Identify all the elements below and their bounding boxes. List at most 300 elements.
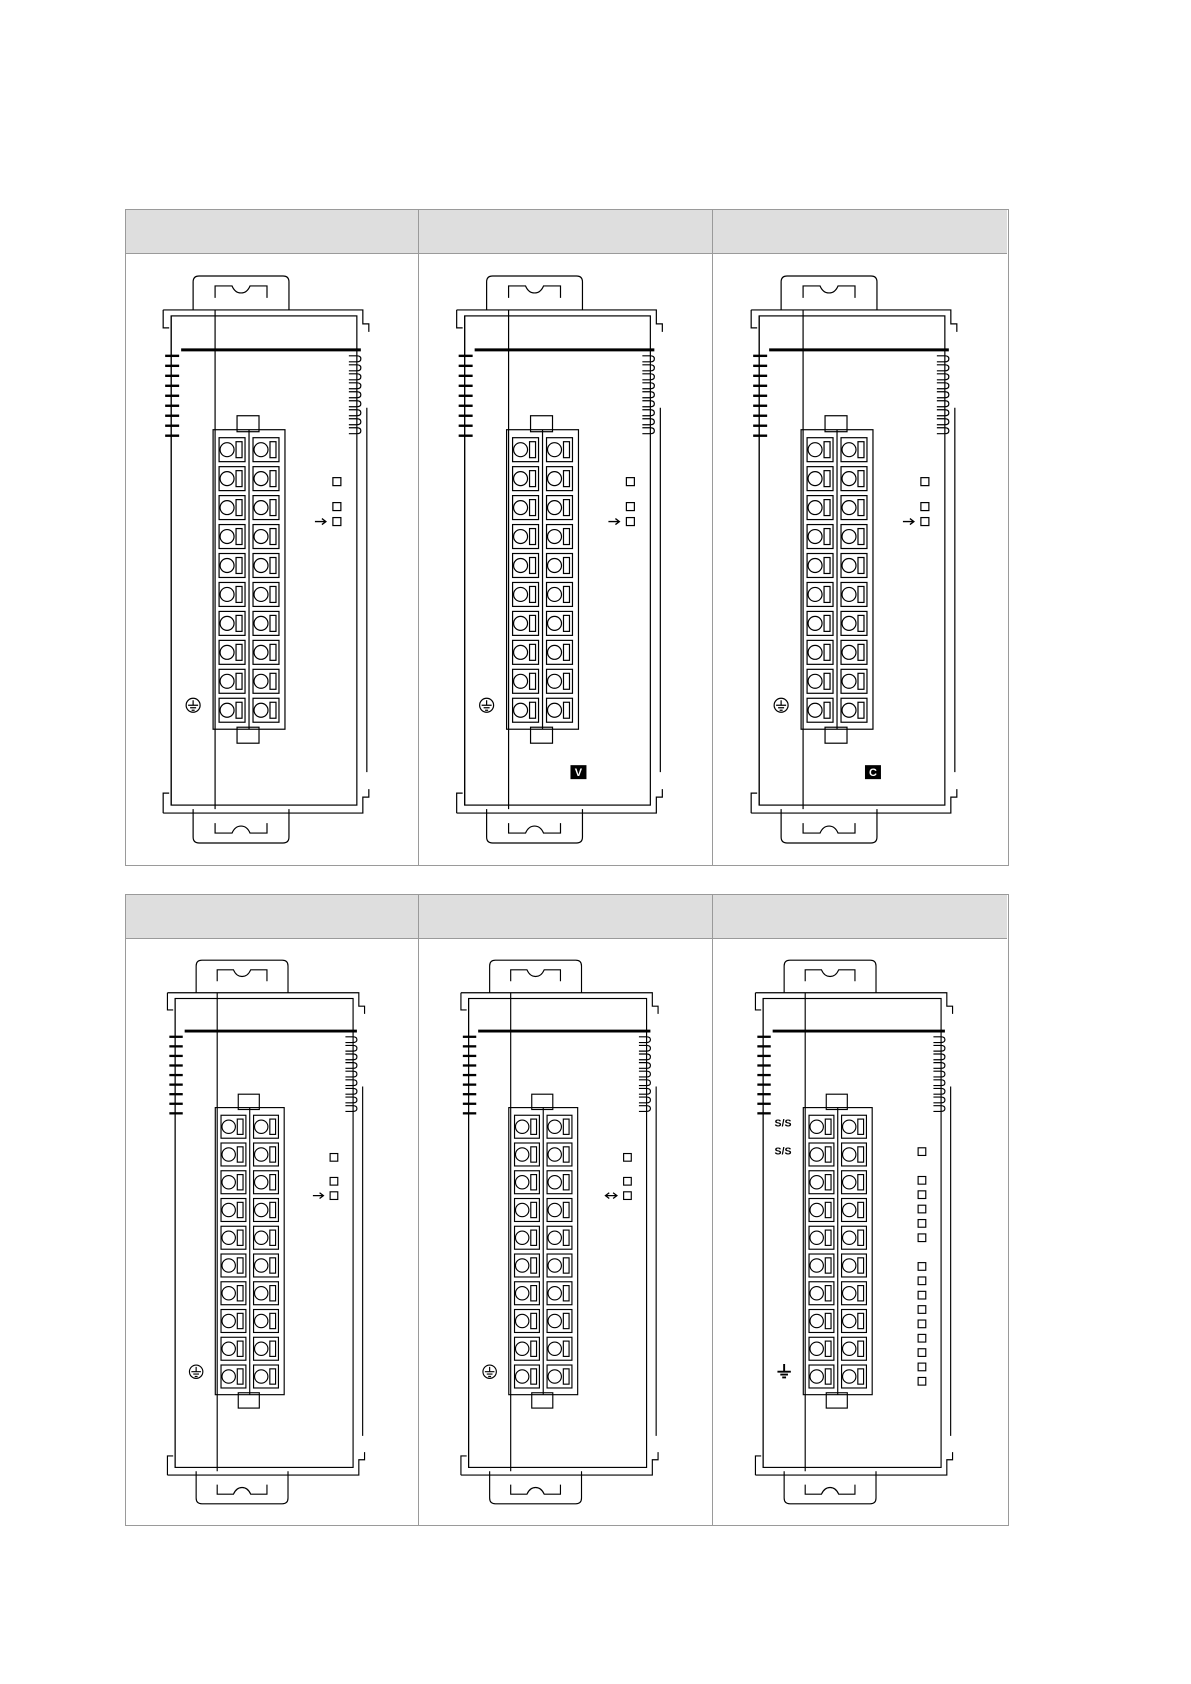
top-clip-slot <box>803 286 855 298</box>
terminal-screw <box>548 530 562 544</box>
vent-fin <box>345 1037 356 1043</box>
terminal-screw <box>222 1176 235 1189</box>
indicator-led <box>921 518 929 526</box>
indicator-led <box>333 478 341 486</box>
terminal-screw <box>808 472 822 486</box>
terminal-screw <box>548 1370 561 1383</box>
indicator-led <box>918 1205 926 1213</box>
terminal-clamp <box>563 1147 569 1162</box>
terminal-screw <box>254 559 268 573</box>
vent-fin <box>642 356 654 362</box>
terminal-clamp <box>236 558 242 574</box>
terminal-clamp <box>563 442 569 458</box>
indicator-led <box>626 478 634 486</box>
terminal-clamp <box>858 529 864 545</box>
terminal-screw <box>842 501 856 515</box>
terminal-screw <box>548 703 562 717</box>
terminal-clamp <box>270 1341 276 1356</box>
indicator-led <box>624 1177 632 1185</box>
terminal-clamp <box>858 1341 864 1356</box>
vent-fin <box>933 1054 944 1060</box>
terminal-clamp <box>858 1202 864 1217</box>
terminal-screw <box>220 587 234 601</box>
terminal-clamp <box>236 529 242 545</box>
indicator-led <box>918 1349 926 1357</box>
vent-fin <box>639 1054 650 1060</box>
terminal-clamp <box>858 1286 864 1301</box>
terminal-screw <box>254 674 268 688</box>
terminal-screw <box>220 645 234 659</box>
terminal-clamp <box>237 1369 243 1384</box>
terminal-clamp <box>825 1313 831 1328</box>
terminal-clamp <box>270 558 276 574</box>
terminal-clamp <box>270 1369 276 1384</box>
terminal-screw <box>255 1148 268 1161</box>
terminal-clamp <box>530 558 536 574</box>
terminal-screw <box>222 1370 235 1383</box>
terminal-clamp <box>530 529 536 545</box>
vent-fin <box>933 1063 944 1069</box>
terminal-clamp <box>531 1119 537 1134</box>
terminal-screw <box>843 1231 856 1244</box>
terminal-clamp <box>563 1258 569 1273</box>
terminal-clamp <box>236 644 242 660</box>
module-drawing-svg <box>713 939 1007 1525</box>
vent-fin <box>349 383 361 389</box>
vent-fin <box>639 1071 650 1077</box>
terminal-screw <box>842 616 856 630</box>
terminal-clamp <box>270 1119 276 1134</box>
terminal-clamp <box>563 1175 569 1190</box>
terminal-clamp <box>236 673 242 689</box>
terminal-screw <box>808 501 822 515</box>
terminal-clamp <box>563 644 569 660</box>
terminal-screw <box>843 1120 856 1133</box>
module-drawing-cell <box>713 254 1007 865</box>
indicator-led <box>918 1176 926 1184</box>
terminal-clamp <box>270 1147 276 1162</box>
terminal-screw <box>222 1231 235 1244</box>
terminal-screw <box>254 703 268 717</box>
terminal-clamp <box>270 1286 276 1301</box>
terminal-clamp <box>531 1341 537 1356</box>
vent-fin <box>345 1106 356 1112</box>
terminal-screw <box>548 616 562 630</box>
vent-fin <box>937 374 949 380</box>
terminal-clamp <box>858 558 864 574</box>
indicator-led <box>330 1192 338 1200</box>
terminal-screw <box>514 501 528 515</box>
terminal-clamp <box>563 558 569 574</box>
module-drawing-cell <box>713 939 1007 1525</box>
terminal-clamp <box>563 1202 569 1217</box>
vent-fin <box>937 419 949 425</box>
terminal-screw <box>843 1203 856 1216</box>
vent-fin <box>349 365 361 371</box>
earth-ground-icon-lines <box>188 700 198 710</box>
terminal-clamp <box>824 500 830 516</box>
terminal-screw <box>810 1259 823 1272</box>
terminal-screw <box>808 703 822 717</box>
terminal-screw <box>810 1314 823 1327</box>
terminal-screw <box>255 1342 268 1355</box>
terminal-clamp <box>531 1175 537 1190</box>
vent-fin <box>349 410 361 416</box>
terminal-clamp <box>270 1258 276 1273</box>
terminal-screw <box>220 501 234 515</box>
terminal-block <box>213 416 285 743</box>
earth-ground-icon-lines <box>776 700 786 710</box>
terminal-clamp <box>270 702 276 718</box>
terminal-screw <box>842 559 856 573</box>
terminal-clamp <box>236 615 242 631</box>
housing-front <box>175 999 353 1468</box>
indicator-led <box>626 518 634 526</box>
terminal-clamp <box>563 471 569 487</box>
terminal-clamp <box>858 500 864 516</box>
terminal-clamp <box>825 1341 831 1356</box>
vent-fin <box>642 374 654 380</box>
terminal-screw <box>515 1370 528 1383</box>
terminal-clamp <box>858 615 864 631</box>
indicator-led <box>330 1177 338 1185</box>
terminal-clamp <box>563 702 569 718</box>
terminal-screw <box>548 1148 561 1161</box>
indicator-led <box>918 1306 926 1314</box>
terminal-clamp <box>270 615 276 631</box>
terminal-clamp <box>530 471 536 487</box>
terminal-screw <box>843 1259 856 1272</box>
terminal-screw <box>843 1370 856 1383</box>
bottom-clip-slot <box>805 1485 855 1495</box>
indicator-led <box>918 1377 926 1385</box>
vent-fin <box>933 1071 944 1077</box>
housing-front <box>171 316 357 805</box>
terminal-clamp <box>530 615 536 631</box>
terminal-screw <box>548 645 562 659</box>
terminal-block <box>507 416 579 743</box>
terminal-screw <box>842 587 856 601</box>
terminal-clamp <box>824 673 830 689</box>
terminal-screw <box>514 587 528 601</box>
terminal-screw <box>222 1287 235 1300</box>
terminal-screw <box>808 616 822 630</box>
terminal-clamp <box>270 586 276 602</box>
terminal-clamp <box>858 1230 864 1245</box>
top-clip-slot <box>509 286 561 298</box>
terminal-block <box>509 1094 578 1408</box>
terminal-clamp <box>237 1313 243 1328</box>
terminal-clamp <box>270 442 276 458</box>
terminal-clamp <box>563 586 569 602</box>
earth-ground-icon <box>483 1365 496 1378</box>
arrow-bidirectional-icon <box>605 1193 616 1199</box>
terminal-screw <box>222 1148 235 1161</box>
vent-fin <box>345 1071 356 1077</box>
module-drawing-cell <box>419 254 713 865</box>
terminal-clamp <box>824 702 830 718</box>
terminal-screw <box>514 472 528 486</box>
terminal-screw <box>810 1287 823 1300</box>
vent-fin <box>933 1097 944 1103</box>
terminal-clamp <box>858 702 864 718</box>
terminal-screw <box>548 472 562 486</box>
vent-fin <box>639 1080 650 1086</box>
terminal-clamp <box>236 471 242 487</box>
module-drawing <box>461 960 658 1504</box>
terminal-clamp <box>236 500 242 516</box>
module-table-1 <box>125 209 1009 866</box>
terminal-clamp <box>563 529 569 545</box>
indicator-led <box>918 1363 926 1371</box>
earth-ground-icon <box>774 698 788 712</box>
terminal-clamp <box>824 529 830 545</box>
indicator-led <box>918 1291 926 1299</box>
module-drawing <box>167 960 364 1504</box>
bottom-clip-slot <box>509 823 561 833</box>
arrow-right-icon <box>608 519 619 525</box>
terminal-screw <box>842 530 856 544</box>
terminal-screw <box>255 1370 268 1383</box>
indicator-led <box>918 1334 926 1342</box>
terminal-clamp <box>563 1313 569 1328</box>
terminal-screw <box>220 559 234 573</box>
terminal-clamp <box>858 1369 864 1384</box>
terminal-clamp <box>530 702 536 718</box>
terminal-label: S/S <box>774 1117 792 1130</box>
terminal-screw <box>808 559 822 573</box>
terminal-screw <box>254 645 268 659</box>
table-2-header-2 <box>419 895 713 939</box>
terminal-screw <box>220 472 234 486</box>
top-clip-slot <box>215 286 267 298</box>
terminal-clamp <box>825 1147 831 1162</box>
bottom-clip-slot <box>215 823 267 833</box>
vent-fin <box>937 356 949 362</box>
terminal-screw <box>254 501 268 515</box>
module-drawing-cell <box>126 254 419 865</box>
bottom-clip-slot <box>803 823 855 833</box>
terminal-screw <box>548 443 562 457</box>
terminal-clamp <box>531 1369 537 1384</box>
terminal-screw <box>808 443 822 457</box>
terminal-block <box>801 416 873 743</box>
indicator-led <box>921 503 929 511</box>
vent-fin <box>639 1088 650 1094</box>
table-2-header-1 <box>126 895 419 939</box>
indicator-led <box>918 1277 926 1285</box>
terminal-clamp <box>824 644 830 660</box>
terminal-screw <box>255 1231 268 1244</box>
terminal-clamp <box>237 1175 243 1190</box>
terminal-clamp <box>270 529 276 545</box>
terminal-screw <box>514 703 528 717</box>
module-table-2 <box>125 894 1009 1526</box>
terminal-screw <box>842 703 856 717</box>
terminal-clamp <box>825 1369 831 1384</box>
terminal-clamp <box>825 1230 831 1245</box>
terminal-clamp <box>563 1286 569 1301</box>
vent-fin <box>639 1097 650 1103</box>
module-drawing <box>163 276 369 843</box>
terminal-screw <box>808 674 822 688</box>
terminal-clamp <box>237 1286 243 1301</box>
terminal-screw <box>514 443 528 457</box>
table-1-header-3 <box>713 210 1007 254</box>
terminal-screw <box>222 1342 235 1355</box>
terminal-clamp <box>563 615 569 631</box>
terminal-clamp <box>824 558 830 574</box>
module-drawing-svg <box>419 939 712 1525</box>
terminal-screw <box>548 559 562 573</box>
terminal-clamp <box>236 442 242 458</box>
terminal-screw <box>514 616 528 630</box>
vent-fin <box>642 383 654 389</box>
terminal-clamp <box>563 1119 569 1134</box>
terminal-screw <box>515 1148 528 1161</box>
terminal-block <box>215 1094 284 1408</box>
vent-fin <box>639 1037 650 1043</box>
table-1-header-2 <box>419 210 713 254</box>
module-drawing-svg <box>713 254 1007 865</box>
earth-ground-icon-lines <box>191 1367 201 1377</box>
table-2-header-3 <box>713 895 1007 939</box>
vent-fin <box>642 419 654 425</box>
vent-fin <box>345 1088 356 1094</box>
terminal-clamp <box>858 1119 864 1134</box>
terminal-screw <box>810 1120 823 1133</box>
vent-fin <box>933 1037 944 1043</box>
module-drawing-cell <box>419 939 713 1525</box>
indicator-led <box>333 518 341 526</box>
vent-fin <box>937 428 949 434</box>
earth-ground-icon-lines <box>482 700 492 710</box>
type-badge-label: V <box>574 767 583 780</box>
module-drawing-frame <box>755 960 952 1504</box>
terminal-clamp <box>237 1341 243 1356</box>
vent-fin <box>642 410 654 416</box>
module-drawing-frame <box>167 960 364 1504</box>
module-drawing-svg <box>419 254 712 865</box>
terminal-screw <box>255 1259 268 1272</box>
terminal-clamp <box>270 500 276 516</box>
terminal-screw <box>548 1314 561 1327</box>
terminal-screw <box>548 1342 561 1355</box>
terminal-screw <box>843 1342 856 1355</box>
terminal-screw <box>843 1176 856 1189</box>
terminal-clamp <box>858 1313 864 1328</box>
terminal-clamp <box>270 644 276 660</box>
vent-fin <box>345 1097 356 1103</box>
terminal-clamp <box>531 1313 537 1328</box>
terminal-screw <box>255 1176 268 1189</box>
terminal-clamp <box>825 1202 831 1217</box>
terminal-clamp <box>270 1230 276 1245</box>
terminal-screw <box>515 1120 528 1133</box>
vent-fin <box>937 383 949 389</box>
housing-front <box>465 316 651 805</box>
terminal-clamp <box>563 1341 569 1356</box>
module-drawing-svg <box>126 939 418 1525</box>
terminal-clamp <box>531 1147 537 1162</box>
module-drawing <box>751 276 957 843</box>
terminal-screw <box>548 501 562 515</box>
terminal-clamp <box>270 1175 276 1190</box>
vent-fin <box>933 1106 944 1112</box>
terminal-screw <box>842 443 856 457</box>
terminal-clamp <box>563 673 569 689</box>
terminal-clamp <box>825 1286 831 1301</box>
terminal-clamp <box>236 702 242 718</box>
table-1-header-1 <box>126 210 419 254</box>
vent-fin <box>349 356 361 362</box>
indicator-led <box>921 478 929 486</box>
terminal-screw <box>515 1259 528 1272</box>
terminal-clamp <box>858 673 864 689</box>
earth-ground-icon-lines <box>485 1367 495 1377</box>
terminal-clamp <box>858 442 864 458</box>
terminal-screw <box>843 1287 856 1300</box>
terminal-screw <box>220 703 234 717</box>
indicator-led <box>918 1191 926 1199</box>
terminal-clamp <box>237 1119 243 1134</box>
terminal-clamp <box>824 586 830 602</box>
indicator-led <box>624 1154 632 1162</box>
housing-front <box>759 316 945 805</box>
terminal-clamp <box>563 1369 569 1384</box>
indicator-led <box>918 1320 926 1328</box>
vent-fin <box>349 392 361 398</box>
indicator-led <box>918 1234 926 1242</box>
terminal-screw <box>842 674 856 688</box>
vent-fin <box>349 374 361 380</box>
vent-fin <box>639 1045 650 1051</box>
vent-fin <box>349 401 361 407</box>
terminal-screw <box>548 587 562 601</box>
terminal-screw <box>514 645 528 659</box>
ground-icon <box>777 1364 790 1377</box>
vent-fin <box>933 1045 944 1051</box>
terminal-clamp <box>858 1258 864 1273</box>
top-clip-slot <box>217 970 267 981</box>
vent-fin <box>642 428 654 434</box>
terminal-screw <box>515 1314 528 1327</box>
terminal-clamp <box>563 500 569 516</box>
arrow-right-icon <box>903 519 914 525</box>
terminal-screw <box>808 587 822 601</box>
terminal-screw <box>254 587 268 601</box>
terminal-screw <box>810 1231 823 1244</box>
module-drawing-svg <box>126 254 418 865</box>
terminal-clamp <box>530 644 536 660</box>
terminal-screw <box>255 1203 268 1216</box>
bottom-clip-slot <box>511 1485 561 1495</box>
terminal-screw <box>808 530 822 544</box>
terminal-screw <box>254 472 268 486</box>
terminal-screw <box>254 616 268 630</box>
terminal-clamp <box>530 673 536 689</box>
terminal-screw <box>220 674 234 688</box>
terminal-clamp <box>531 1258 537 1273</box>
module-drawing-frame <box>457 276 663 843</box>
bottom-clip-slot <box>217 1485 267 1495</box>
terminal-block <box>803 1094 872 1408</box>
terminal-clamp <box>237 1258 243 1273</box>
terminal-screw <box>255 1120 268 1133</box>
indicator-led <box>330 1154 338 1162</box>
terminal-clamp <box>858 1175 864 1190</box>
indicator-led <box>624 1192 632 1200</box>
